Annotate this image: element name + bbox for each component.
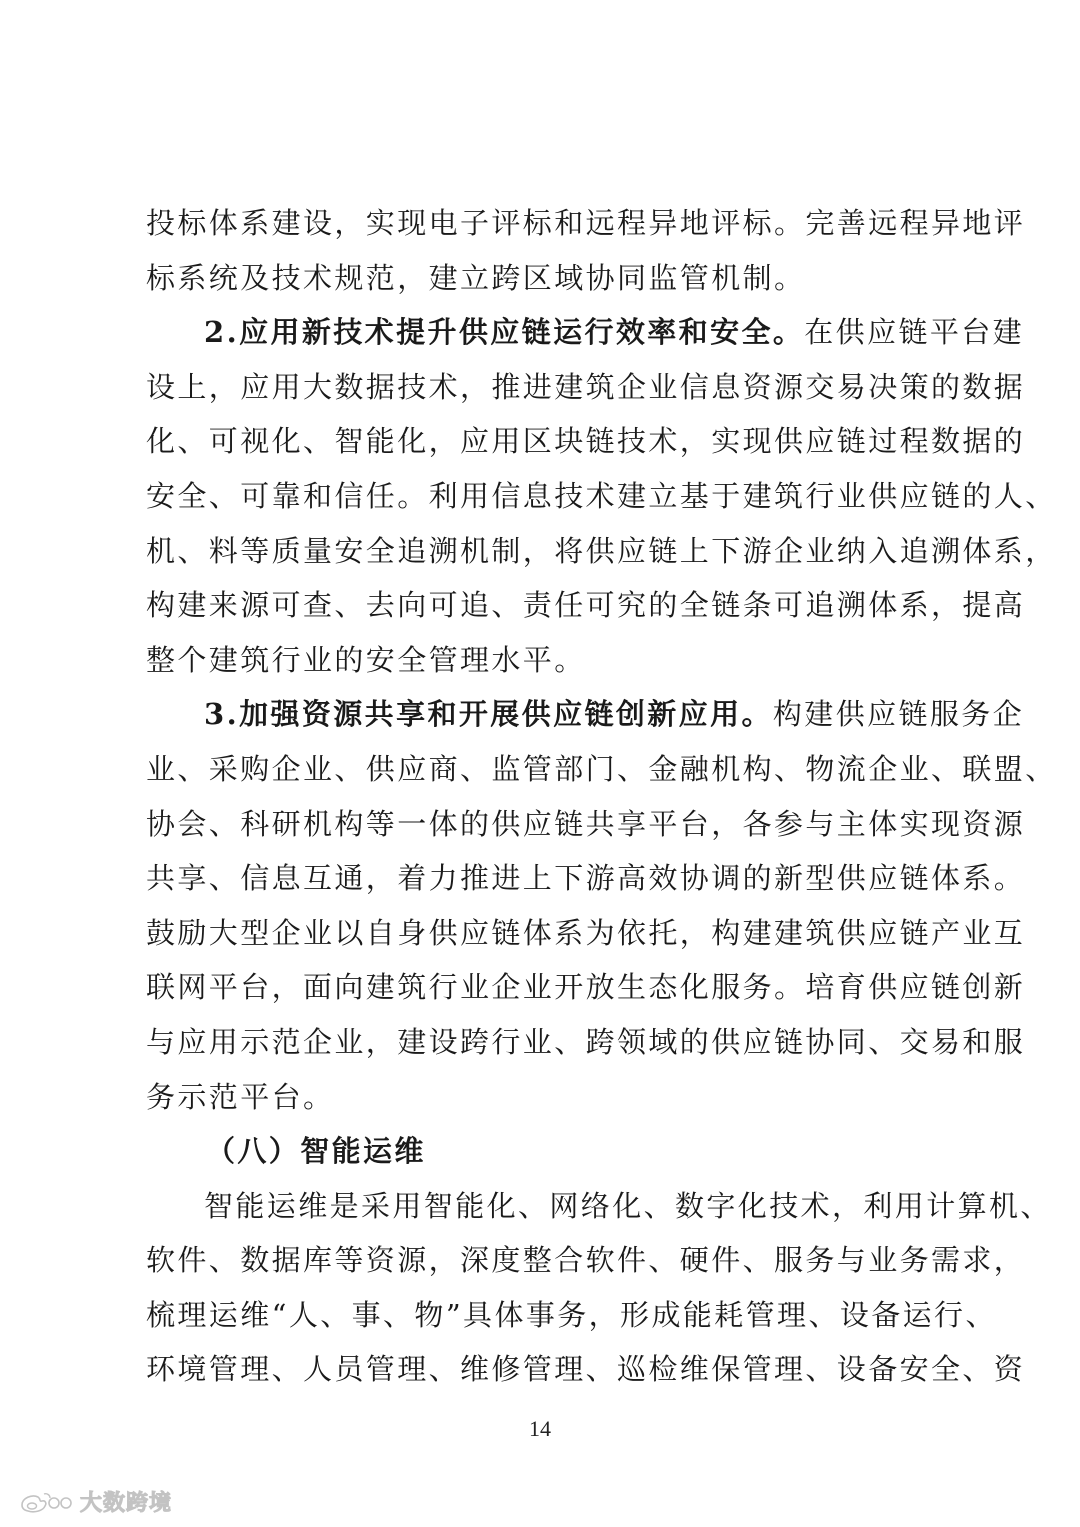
paragraph-line: 联网平台，面向建筑行业企业开放生态化服务。培育供应链创新 (146, 970, 1026, 1005)
paragraph-first-line (146, 305, 1025, 360)
paragraph-lead-bold: 2.应用新技术提升供应链运行效率和安全。 (204, 315, 805, 350)
paragraph-line: 鼓励大型企业以自身供应链体系为依托，构建建筑供应链产业互 (146, 915, 1026, 950)
paragraph-line: 环境管理、人员管理、维修管理、巡检维保管理、设备安全、资 (146, 1352, 1026, 1387)
paragraph-line: 化、可视化、智能化，应用区块链技术，实现供应链过程数据的 (146, 424, 1026, 459)
paragraph-lead-rest: 构建供应链服务企 (772, 697, 1025, 732)
paragraph-line: 软件、数据库等资源，深度整合软件、硬件、服务与业务需求， (146, 1243, 1026, 1278)
watermark (18, 1486, 172, 1517)
paragraph-lead-bold: 3.加强资源共享和开展供应链创新应用。 (204, 697, 773, 732)
paragraph-first-line (146, 687, 1025, 742)
paragraph-3 (146, 687, 1057, 1124)
paragraph-line: 梳理运维“人、事、物”具体事务，形成能耗管理、设备运行、 (146, 1297, 997, 1332)
paragraph-line: 整个建筑行业的安全管理水平。 (146, 642, 586, 677)
paragraph-1 (146, 196, 1026, 305)
paragraph-line: 机、料等质量安全追溯机制，将供应链上下游企业纳入追溯体系， (146, 533, 1057, 568)
paragraph-line: 共享、信息互通，着力推进上下游高效协调的新型供应链体系。 (146, 861, 1026, 896)
paragraph-4 (146, 1179, 1052, 1397)
page-number: 14 (529, 1416, 551, 1441)
paragraph-line: 务示范平台。 (146, 1079, 335, 1114)
paragraph-line: 业、采购企业、供应商、监管部门、金融机构、物流企业、联盟、 (146, 751, 1057, 786)
paragraph-first-line: 智能运维是采用智能化、网络化、数字化技术，利用计算机、 (204, 1188, 1052, 1223)
paragraph-line: 安全、可靠和信任。利用信息技术建立基于建筑行业供应链的人、 (146, 478, 1057, 513)
watermark-text: 大数跨境 (80, 1491, 173, 1516)
weibo-logo-icon (18, 1489, 74, 1515)
paragraph-lead-rest: 在供应链平台建 (804, 315, 1025, 350)
paragraph-line: 与应用示范企业，建设跨行业、跨领域的供应链协同、交易和服 (146, 1024, 1026, 1059)
paragraph-line: 标系统及技术规范，建立跨区域协同监管机制。 (146, 260, 806, 295)
paragraph-line: 协会、科研机构等一体的供应链共享平台，各参与主体实现资源 (146, 806, 1026, 841)
page-body (146, 196, 1057, 1397)
paragraph-line: 设上，应用大数据技术，推进建筑企业信息资源交易决策的数据 (146, 369, 1026, 404)
paragraph-line: 投标体系建设，实现电子评标和远程异地评标。完善远程异地评 (146, 206, 1026, 240)
paragraph-line: 构建来源可查、去向可追、责任可究的全链条可追溯体系，提高 (146, 588, 1026, 623)
paragraph-2 (146, 305, 1057, 687)
section-heading: （八）智能运维 (206, 1134, 426, 1169)
